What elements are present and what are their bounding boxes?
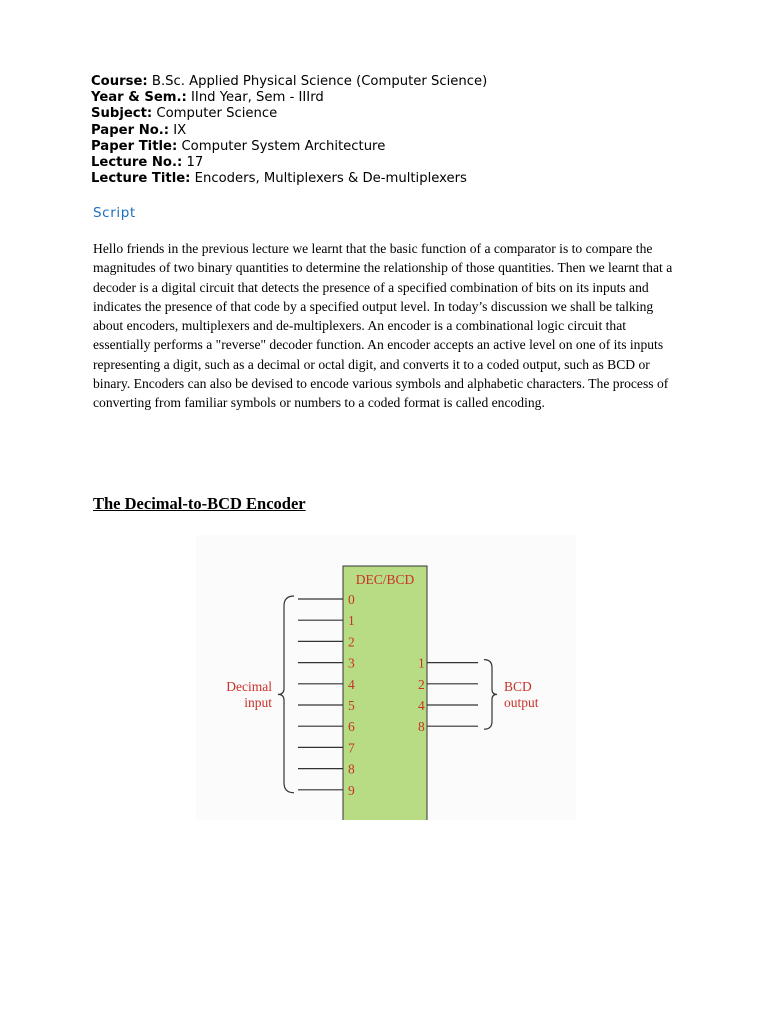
meta-key: Lecture No.: — [91, 155, 183, 171]
meta-value: B.Sc. Applied Physical Science (Computer Science) — [151, 74, 488, 89]
input-pin-label: 8 — [348, 761, 355, 777]
meta-value: Computer Science — [156, 106, 278, 122]
input-pin-label: 2 — [348, 634, 355, 650]
meta-value: Encoders, Multiplexers & De-multiplexers — [194, 171, 467, 187]
output-group-label-line2: output — [504, 695, 539, 710]
body-paragraph: Hello friends in the previous lecture we learnt that the basic function of a comparator is to compare the magnitudes of two binary quantities to determine the relationship of those quantities. Then we learnt that a decoder is a digital circuit that detects the presence of a specified combination of bits on its inputs and indicates the presence of that code by a specified output level. In today’s discussion we shall be talking about encoders, multiplexers and de-multiplexers. An encoder is a combinational logic circuit that essentially performs a "reverse" decoder function. An encoder accepts an active level on one of its inputs representing a digit, such as a decimal or octal digit, and converts it to a coded output, such as BCD or binary. Encoders can also be devised to encode various symbols and alphabetic characters. The process of converting from familiar symbols or numbers to a coded format is called encoding. — [93, 241, 673, 411]
meta-value: 17 — [186, 155, 204, 171]
section-heading: The Decimal-to-BCD Encoder — [93, 494, 306, 513]
meta-key: Paper Title: — [91, 138, 178, 154]
input-pin-label: 6 — [348, 719, 355, 735]
encoder-diagram-svg — [196, 535, 576, 820]
input-pin-label: 0 — [348, 592, 355, 607]
meta-key: Lecture Title: — [91, 171, 191, 187]
input-pin-label: 9 — [348, 782, 355, 798]
output-pin-label: 8 — [418, 719, 425, 735]
input-pin-label: 3 — [348, 655, 355, 671]
meta-paper-title — [91, 139, 487, 155]
document-metadata — [91, 74, 487, 187]
meta-value: Computer System Architecture — [181, 138, 386, 154]
meta-lecture-title — [91, 171, 487, 187]
encoder-block — [343, 566, 427, 820]
input-pin-label: 5 — [348, 698, 355, 713]
output-group-label-line1: BCD — [504, 679, 532, 694]
encoder-block-label: DEC/BCD — [355, 572, 415, 587]
output-pin-label: 2 — [418, 676, 425, 692]
input-pin-label: 7 — [348, 740, 355, 756]
meta-key: Year & Sem.: — [91, 90, 187, 106]
output-pin-label: 4 — [418, 698, 425, 713]
meta-course — [91, 74, 487, 90]
meta-value: IInd Year, Sem - IIIrd — [191, 90, 324, 106]
script-link[interactable]: Script — [93, 205, 136, 221]
meta-year-sem — [91, 90, 487, 106]
input-group-label-line1: Decimal — [226, 679, 272, 694]
meta-value: IX — [173, 122, 187, 138]
output-pin-label: 1 — [418, 655, 425, 671]
input-pin-label: 4 — [348, 676, 355, 692]
input-pin-label: 1 — [348, 613, 355, 629]
meta-key: Paper No.: — [91, 122, 170, 138]
meta-lecture-no — [91, 155, 487, 171]
meta-subject — [91, 106, 487, 122]
encoder-diagram — [196, 535, 576, 824]
meta-key: Subject: — [91, 106, 153, 122]
meta-key: Course: — [91, 74, 148, 89]
meta-paper-no — [91, 123, 487, 139]
input-group-label-line2: input — [244, 695, 272, 710]
